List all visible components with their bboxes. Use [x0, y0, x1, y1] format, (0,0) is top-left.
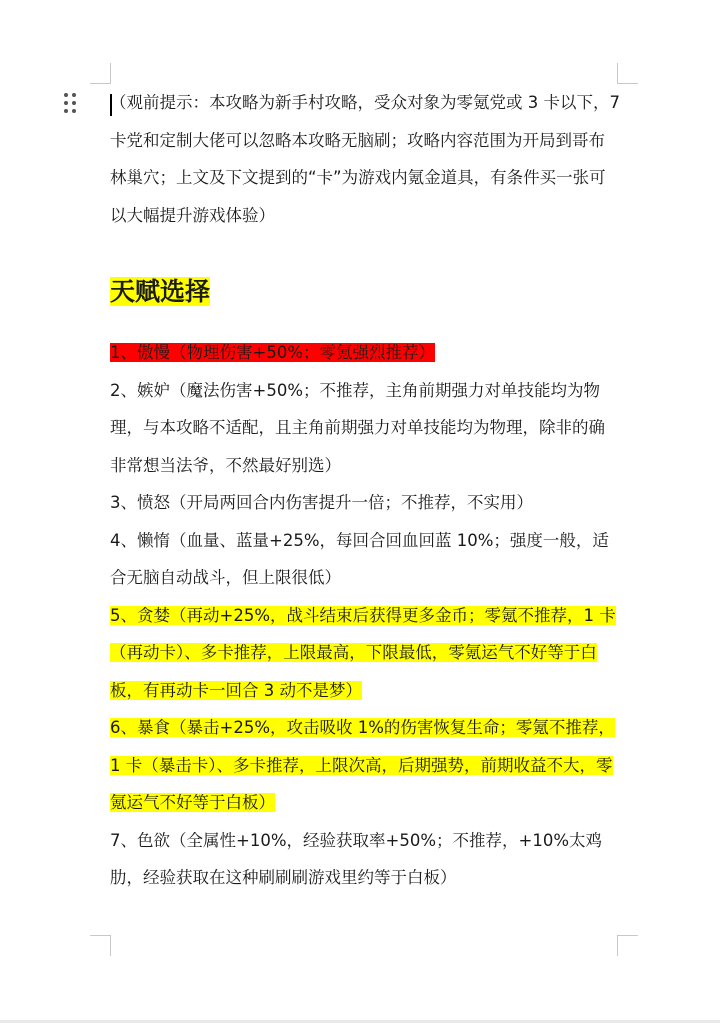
section-heading-text: 天赋选择: [110, 277, 211, 306]
talent-item: [110, 372, 620, 485]
section-heading: [110, 270, 620, 314]
talent-item: [110, 822, 620, 897]
talent-item-text: 6、暴食（暴击+25%，攻击吸收 1%的伤害恢复生命；零氪不推荐，1 卡（暴击卡）、多卡推荐，上限次高，后期强势，前期收益不大，零氪运气不好等于白板）: [110, 718, 615, 812]
page-corner-top-left: [90, 63, 111, 84]
talent-item-text: 5、贪婪（再动+25%，战斗结束后获得更多金币；零氪不推荐，1 卡（再动卡）、多卡推荐，上限最高，下限最低，零氪运气不好等于白板，有再动卡一回合 3 动不是梦）: [110, 605, 616, 700]
page-corner-top-right: [617, 63, 638, 84]
talent-item: [110, 484, 620, 522]
talent-item: [110, 597, 620, 710]
talent-item-text: 2、嫉妒（魔法伤害+50%；不推荐，主角前期强力对单技能均为物理，与本攻略不适配，且主角前期强力对单技能均为物理，除非的确非常想当法爷，不然最好别选）: [110, 380, 605, 475]
talent-item-text: 3、愤怒（开局两回合内伤害提升一倍；不推荐，不实用）: [110, 493, 533, 512]
talent-item: [110, 522, 620, 597]
page-corner-bottom-left: [90, 935, 111, 956]
talent-item: [110, 709, 620, 822]
talent-item: [110, 334, 620, 372]
talent-item-text: 4、懒惰（血量、蓝量+25%，每回合回血回蓝 10%；强度一般，适合无脑自动战斗，但上限很低）: [110, 530, 609, 587]
drag-handle-icon[interactable]: [64, 93, 78, 113]
document-body[interactable]: [110, 84, 620, 897]
intro-text: （观前提示：本攻略为新手村攻略，受众对象为零氪党或 3 卡以下，7 卡党和定制大佬可以忽略本攻略无脑刷；攻略内容范围为开局到哥布林巢穴；上文及下文提到的“卡”为游戏内氪金道具，有条件买一张可以大幅提升游戏体验）: [110, 93, 620, 225]
talent-item-text: 7、色欲（全属性+10%，经验获取率+50%；不推荐，+10%太鸡肋，经验获取在这种刷刷刷游戏里约等于白板）: [110, 830, 602, 887]
talent-item-text: 1、傲慢（物理伤害+50%；零氪强烈推荐）: [110, 343, 435, 362]
page-corner-bottom-right: [617, 935, 638, 956]
talent-list: [110, 334, 620, 897]
intro-paragraph: [110, 84, 620, 234]
